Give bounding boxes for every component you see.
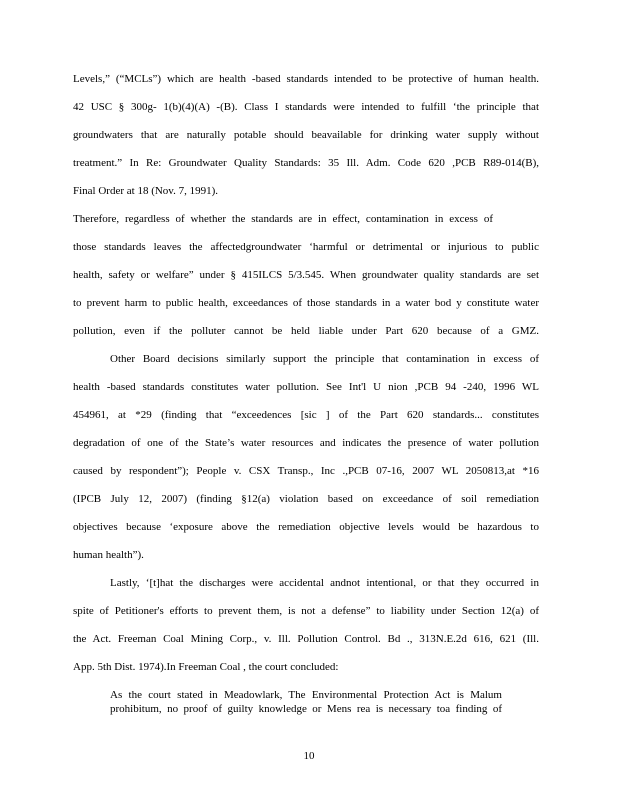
text-line: (IPCB July 12, 2007) (finding §12(a) violation based on exceedance of soil remediation — [73, 493, 539, 505]
text-line: Levels,” (“MCLs”) which are health -based standards intended to be protective of human health. — [73, 73, 539, 85]
block-quote-line: prohibitum, no proof of guilty knowledge or Mens rea is necessary toa finding of — [110, 703, 502, 715]
text-line: health -based standards constitutes water pollution. See Int'l U nion ,PCB 94 -240, 1996 WL — [73, 381, 539, 393]
text-line: objectives because ‘exposure above the remediation objective levels would be hazardous to — [73, 521, 539, 533]
text-line: human health”). — [73, 549, 144, 561]
text-line: Therefore, regardless of whether the standards are in effect, contamination in excess of — [73, 213, 493, 225]
text-line: caused by respondent”); People v. CSX Transp., Inc .,PCB 07-16, 2007 WL 2050813,at *16 — [73, 465, 539, 477]
block-quote-line: As the court stated in Meadowlark, The Environmental Protection Act is Malum — [110, 689, 502, 701]
text-line: degradation of one of the State’s water resources and indicates the presence of water pollution — [73, 437, 539, 449]
text-line: 454961, at *29 (finding that “exceedences [sic ] of the Part 620 standards... constitutes — [73, 409, 539, 421]
text-line: the Act. Freeman Coal Mining Corp., v. Ill. Pollution Control. Bd ., 313N.E.2d 616, 621 (Ill. — [73, 633, 539, 645]
text-line: Final Order at 18 (Nov. 7, 1991). — [73, 185, 219, 197]
text-line: to prevent harm to public health, exceedances of those standards in a water bod y constitute water — [73, 297, 539, 309]
text-line: Lastly, ‘[t]hat the discharges were accidental andnot intentional, or that they occurred in — [110, 577, 539, 589]
text-line: 42 USC § 300g- 1(b)(4)(A) -(B). Class I standards were intended to fulfill ‘the principle that — [73, 101, 539, 113]
text-line: treatment.” In Re: Groundwater Quality Standards: 35 Ill. Adm. Code 620 ,PCB R89-014(B), — [73, 157, 539, 169]
text-line: health, safety or welfare” under § 415ILCS 5/3.545. When groundwater quality standards are set — [73, 269, 539, 281]
text-line: groundwaters that are naturally potable should beavailable for drinking water supply without — [73, 129, 539, 141]
text-line: pollution, even if the polluter cannot be held liable under Part 620 because of a GMZ. — [73, 325, 539, 337]
text-line: those standards leaves the affectedgroundwater ‘harmful or detrimental or injurious to public — [73, 241, 539, 253]
page-number: 10 — [303, 750, 315, 762]
text-line: App. 5th Dist. 1974).In Freeman Coal , the court concluded: — [73, 661, 339, 673]
text-line: Other Board decisions similarly support the principle that contamination in excess of — [110, 353, 539, 365]
text-line: spite of Petitioner's efforts to prevent them, is not a defense” to liability under Section 12(a) of — [73, 605, 539, 617]
